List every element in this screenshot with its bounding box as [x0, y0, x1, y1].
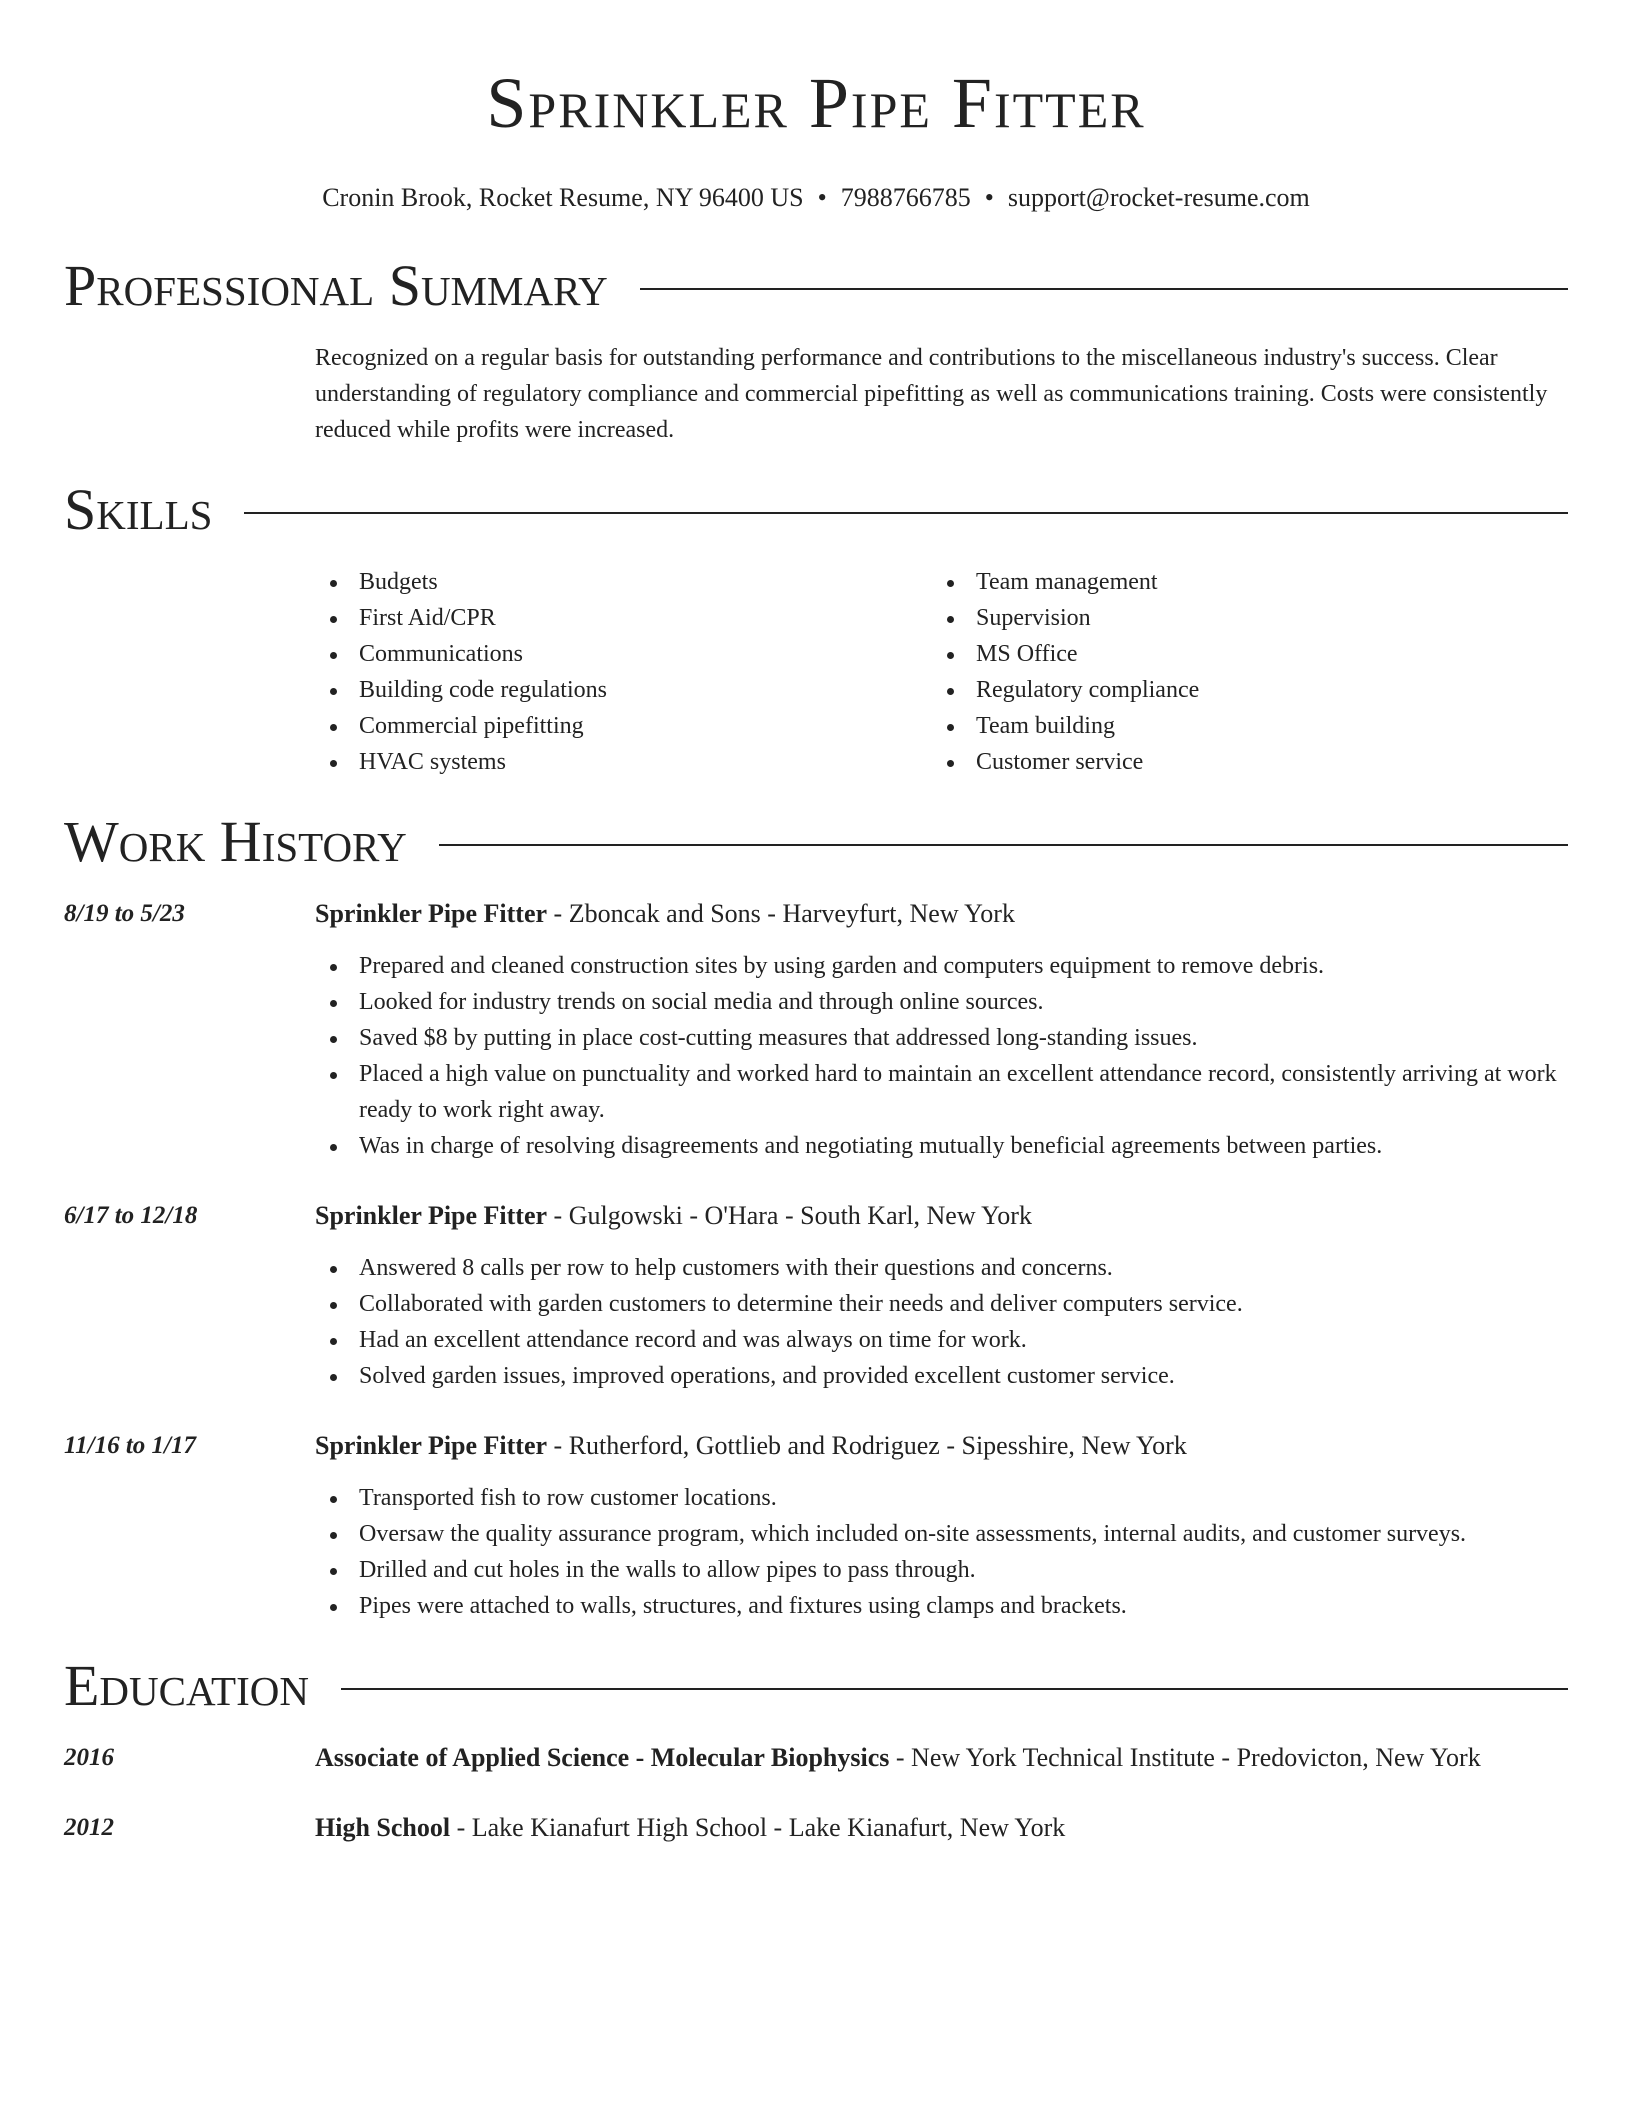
job-title: Sprinkler Pipe Fitter	[315, 1201, 548, 1230]
skills-section-header	[64, 478, 1568, 542]
education-entry	[64, 1740, 1568, 1776]
education-heading	[315, 1740, 1481, 1776]
job-employer-location: - Gulgowski - O'Hara - South Karl, New York	[547, 1201, 1032, 1230]
job-entry	[64, 1198, 1568, 1394]
education-heading	[315, 1810, 1065, 1846]
job-bullet: Drilled and cut holes in the walls to allow pipes to pass through.	[315, 1552, 1568, 1588]
skills-column-right	[932, 564, 1549, 780]
job-body	[315, 1198, 1568, 1394]
education-section-header	[64, 1654, 1568, 1718]
job-bullet: Oversaw the quality assurance program, which included on-site assessments, internal audits, and customer surveys.	[315, 1516, 1568, 1552]
job-bullets	[315, 1250, 1568, 1394]
job-bullet: Answered 8 calls per row to help customers with their questions and concerns.	[315, 1250, 1568, 1286]
skill-item: Team management	[932, 564, 1549, 600]
summary-section-header	[64, 254, 1568, 318]
skill-item: Regulatory compliance	[932, 672, 1549, 708]
job-entry	[64, 896, 1568, 1164]
job-body	[315, 1428, 1568, 1624]
job-bullets	[315, 1480, 1568, 1624]
skill-item: Supervision	[932, 600, 1549, 636]
job-title: Sprinkler Pipe Fitter	[315, 1431, 548, 1460]
job-bullet: Looked for industry trends on social media and through online sources.	[315, 984, 1568, 1020]
work-section-header	[64, 810, 1568, 874]
job-bullet: Had an excellent attendance record and was always on time for work.	[315, 1322, 1568, 1358]
address: Cronin Brook, Rocket Resume, NY 96400 US	[322, 183, 804, 212]
job-bullet: Was in charge of resolving disagreements and negotiating mutually beneficial agreements between parties.	[315, 1128, 1568, 1164]
job-bullet: Saved $8 by putting in place cost-cutting measures that addressed long-standing issues.	[315, 1020, 1568, 1056]
job-title: Sprinkler Pipe Fitter	[315, 899, 548, 928]
section-divider	[439, 844, 1568, 846]
skill-item: Team building	[932, 708, 1549, 744]
skills-list	[315, 564, 1568, 780]
section-divider	[244, 512, 1568, 514]
job-dates: 6/17 to 12/18	[64, 1202, 198, 1229]
skill-item: Commercial pipefitting	[315, 708, 932, 744]
skill-item: Communications	[315, 636, 932, 672]
candidate-name: Sprinkler Pipe Fitter	[486, 63, 1146, 143]
skill-item: Customer service	[932, 744, 1549, 780]
job-bullet: Collaborated with garden customers to determine their needs and deliver computers service.	[315, 1286, 1568, 1322]
job-employer-location: - Rutherford, Gottlieb and Rodriguez - Sipesshire, New York	[547, 1431, 1187, 1460]
skill-item: Building code regulations	[315, 672, 932, 708]
job-bullet: Solved garden issues, improved operations, and provided excellent customer service.	[315, 1358, 1568, 1394]
job-dates: 8/19 to 5/23	[64, 900, 185, 927]
summary-section-title: Professional Summary	[64, 253, 608, 318]
job-bullet: Placed a high value on punctuality and worked hard to maintain an excellent attendance record, consistently arriving at work ready to work right away.	[315, 1056, 1568, 1128]
job-body	[315, 896, 1568, 1164]
education-school-location: - Lake Kianafurt High School - Lake Kianafurt, New York	[450, 1813, 1066, 1842]
job-bullet: Pipes were attached to walls, structures, and fixtures using clamps and brackets.	[315, 1588, 1568, 1624]
job-heading	[315, 1428, 1568, 1464]
education-degree: High School	[315, 1813, 451, 1842]
skill-item: HVAC systems	[315, 744, 932, 780]
section-divider	[341, 1688, 1568, 1690]
education-degree: Associate of Applied Science - Molecular Biophysics	[315, 1743, 890, 1772]
job-heading	[315, 1198, 1568, 1234]
job-dates: 11/16 to 1/17	[64, 1432, 196, 1459]
job-bullet: Prepared and cleaned construction sites by using garden and computers equipment to remove debris.	[315, 948, 1568, 984]
email-address: support@rocket-resume.com	[1007, 183, 1310, 212]
separator-dot: •	[984, 183, 994, 212]
skill-item: Budgets	[315, 564, 932, 600]
skill-item: First Aid/CPR	[315, 600, 932, 636]
work-section-title: Work History	[64, 809, 407, 874]
education-entry	[64, 1810, 1568, 1846]
skills-column-left	[315, 564, 932, 780]
contact-line	[64, 182, 1568, 214]
job-bullets	[315, 948, 1568, 1164]
education-year: 2012	[64, 1814, 114, 1841]
education-section-title: Education	[64, 1653, 309, 1718]
education-school-location: - New York Technical Institute - Predovicton, New York	[889, 1743, 1481, 1772]
summary-text: Recognized on a regular basis for outstanding performance and contributions to the miscellaneous industry's success. Clear understanding of regulatory compliance and commercial pipefitting as well as communications training. Costs were consistently reduced while profits were increased.	[315, 345, 1548, 443]
job-bullet: Transported fish to row customer locations.	[315, 1480, 1568, 1516]
education-year: 2016	[64, 1744, 114, 1771]
skills-section-title: Skills	[64, 477, 213, 542]
separator-dot: •	[817, 183, 827, 212]
job-employer-location: - Zboncak and Sons - Harveyfurt, New York	[547, 899, 1015, 928]
phone-number: 7988766785	[840, 183, 971, 212]
section-divider	[640, 288, 1568, 290]
job-heading	[315, 896, 1568, 932]
skill-item: MS Office	[932, 636, 1549, 672]
job-entry	[64, 1428, 1568, 1624]
